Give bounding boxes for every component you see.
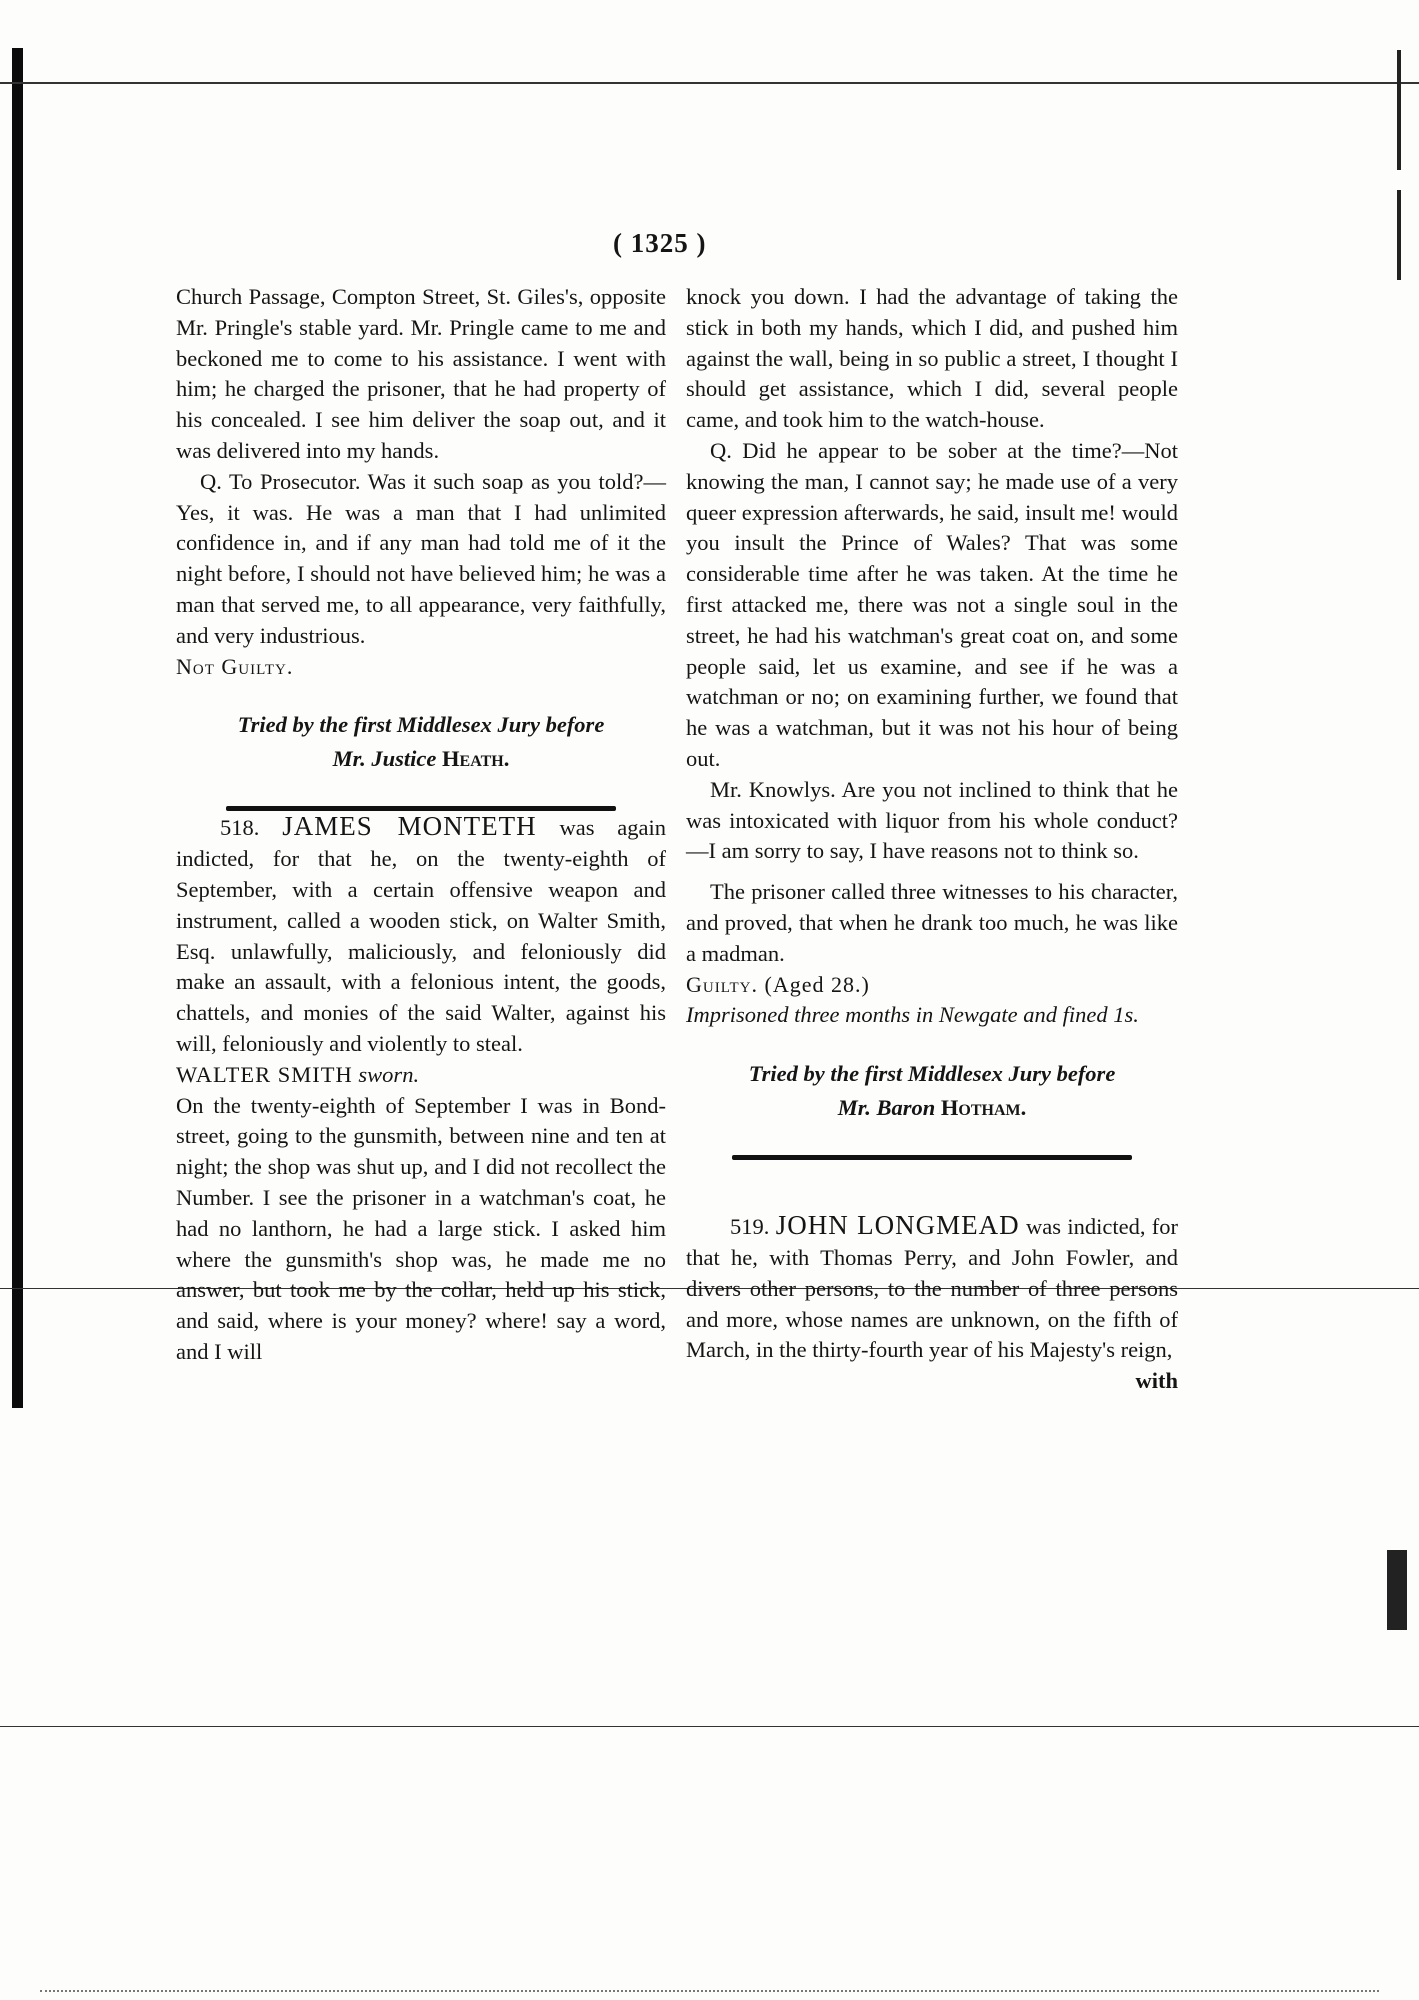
scan-line <box>0 1726 1419 1727</box>
judge-line <box>686 1091 1178 1125</box>
scan-line-top <box>0 82 1419 84</box>
judge-name: Heath. <box>442 746 510 772</box>
page-number: ( 1325 ) <box>613 228 707 258</box>
case-heading <box>176 811 666 1059</box>
judge-line <box>176 742 666 776</box>
section-rule <box>732 1155 1132 1160</box>
indictment-text: was indicted, for that he, with Thomas Perry, and John Fowler, and divers other persons, to the number of three persons and more, whose names are unknown, on the fifth of March, in the thirty-fourth year of his Majesty's reign, <box>686 1214 1179 1363</box>
case-heading <box>686 1210 1178 1366</box>
witness-heading <box>176 1060 666 1091</box>
paragraph: Q. To Prosecutor. Was it such soap as you told?—Yes, it was. He was a man that I had unlimited confidence in, and if any man had told me of it the night before, I should not have believed him; he was a man that served me, to all appearance, very faithfully, and very industrious. <box>176 468 666 648</box>
judge-name: Hotham. <box>940 1095 1027 1121</box>
paragraph: Mr. Knowlys. Are you not inclined to think that he was intoxicated with liquor from his whole conduct?—I am sorry to say, I have reasons not to think so. <box>686 776 1178 864</box>
defendant-name: JOHN LONGMEAD <box>775 1210 1020 1241</box>
court-heading <box>686 1057 1178 1125</box>
court-line: Tried by the first Middlesex Jury before <box>748 1061 1116 1087</box>
scan-noise-bottom <box>40 1990 1379 1996</box>
case-number: 519. <box>730 1214 770 1240</box>
verdict-text: Not Guilty. <box>176 653 294 679</box>
court-line: Tried by the first Middlesex Jury before <box>237 712 605 738</box>
judge-title: Mr. Baron <box>837 1095 936 1121</box>
scan-edge-right <box>1387 1550 1407 1630</box>
verdict <box>686 970 1178 1001</box>
scan-edge-left <box>12 48 23 1408</box>
defendant-name: JAMES MONTETH <box>282 811 537 842</box>
verdict <box>176 652 666 683</box>
prisoner-age: (Aged 28.) <box>764 971 870 997</box>
left-column <box>176 282 666 1368</box>
verdict-text: Guilty. <box>686 971 758 997</box>
paragraph: On the twenty-eighth of September I was in Bond-street, going to the gunsmith, between nine and ten at night; the shop was shut up, and I did not recollect the Number. I see the prisoner in a watchman's coat, he had no lanthorn, he had a large stick. I asked him where the gunsmith's shop was, he made me no answer, but took me by the collar, held up his stick, and said, where is your money? where! say a word, and I will <box>176 1092 666 1364</box>
indictment-text: was again indicted, for that he, on the twenty-eighth of September, with a certain offensive weapon and instrument, called a wooden stick, on Walter Smith, Esq. unlawfully, maliciously, and feloniously did make an assault, with a felonious intent, the goods, chattels, and monies of the said Walter, against his will, feloniously and violently to steal. <box>176 815 667 1056</box>
paragraph: knock you down. I had the advantage of taking the stick in both my hands, which I did, and pushed him against the wall, being in so public a street, I thought I should get assistance, which I did, several people came, and took him to the watch-house. <box>686 284 1178 433</box>
right-column <box>686 282 1178 1397</box>
paragraph: Q. Did he appear to be sober at the time?—Not knowing the man, I cannot say; he made use of a very queer expression afterwards, he said, insult me! would you insult the Prince of Wales? That was some considerable time after he was taken. At the time he first attacked me, there was not a single soul in the street, he had his watchman's great coat on, and some people said, let us examine, and see if he was a watchman or no; on examining further, we found that he was a watchman, but it was not his hour of being out. <box>686 437 1178 771</box>
catchword: with <box>1135 1368 1178 1394</box>
court-heading <box>176 708 666 776</box>
witness-sworn: sworn. <box>358 1061 420 1087</box>
scan-edge-right <box>1397 190 1401 280</box>
scan-edge-right <box>1397 50 1401 170</box>
sentence: Imprisoned three months in Newgate and fined 1s. <box>686 1002 1139 1028</box>
paragraph: Church Passage, Compton Street, St. Giles's, opposite Mr. Pringle's stable yard. Mr. Pringle came to me and beckoned me to come to his assistance. I went with him; he charged the prisoner, that he had property of his concealed. I see him deliver the soap out, and it was delivered into my hands. <box>176 284 666 463</box>
witness-name: WALTER SMITH <box>176 1061 353 1087</box>
judge-title: Mr. Justice <box>332 746 437 772</box>
paragraph: The prisoner called three witnesses to his character, and proved, that when he drank too much, he was like a madman. <box>686 879 1178 966</box>
case-number: 518. <box>220 815 260 841</box>
